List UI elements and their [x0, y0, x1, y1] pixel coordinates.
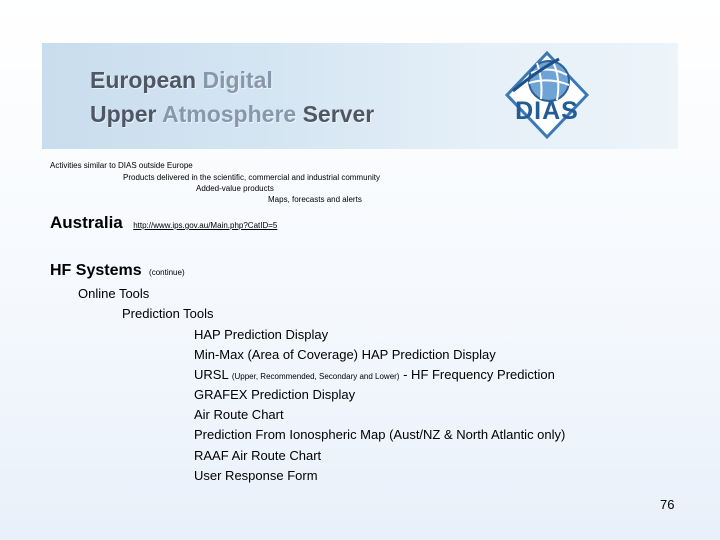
country-heading: [50, 213, 277, 233]
banner-title-word: Server: [302, 101, 375, 127]
tree-item-tool-ursl: [194, 367, 555, 385]
ursl-suffix: - HF Frequency Prediction: [403, 367, 555, 382]
section-title: HF Systems: [50, 262, 142, 279]
tree-item-tool: Min-Max (Area of Coverage) HAP Prediction Display: [194, 347, 496, 362]
tree-item-tool: GRAFEX Prediction Display: [194, 387, 356, 402]
tree-item-tool: Air Route Chart: [194, 407, 284, 422]
ursl-detail: (Upper, Recommended, Secondary and Lower): [231, 372, 400, 381]
breadcrumb-level-3: Added-value products: [196, 184, 274, 193]
dias-logo: [497, 51, 597, 141]
tree-item-tool: User Response Form: [194, 468, 318, 483]
tree-item-tool: HAP Prediction Display: [194, 327, 329, 342]
section-heading: [50, 262, 185, 280]
tree-item-tool: Prediction From Ionospheric Map (Aust/NZ & North Atlantic only): [194, 427, 566, 442]
banner-title-word: Digital: [202, 67, 273, 93]
banner-title-word: Upper: [90, 101, 157, 127]
banner-title-word: European: [90, 67, 197, 93]
section-note: (continue): [149, 268, 185, 277]
country-link[interactable]: http://www.ips.gov.au/Main.php?CatID=5: [133, 221, 278, 230]
banner-title: [90, 63, 374, 131]
header-banner: [42, 43, 678, 149]
logo-text: DIAS: [515, 97, 579, 125]
page-number: 76: [660, 497, 675, 512]
globe-diamond-icon: [497, 51, 597, 141]
tree-item-online-tools: Online Tools: [78, 286, 150, 301]
tree-item-prediction-tools: Prediction Tools: [122, 306, 214, 321]
breadcrumb-level-4: Maps, forecasts and alerts: [268, 195, 362, 204]
country-name: Australia: [50, 213, 123, 232]
ursl-prefix: URSL: [194, 367, 229, 382]
breadcrumb-level-2: Products delivered in the scientific, commercial and industrial community: [123, 173, 380, 182]
tree-item-tool: RAAF Air Route Chart: [194, 448, 322, 463]
breadcrumb-level-1: Activities similar to DIAS outside Europe: [50, 161, 193, 170]
banner-title-word: Atmosphere: [162, 101, 297, 127]
